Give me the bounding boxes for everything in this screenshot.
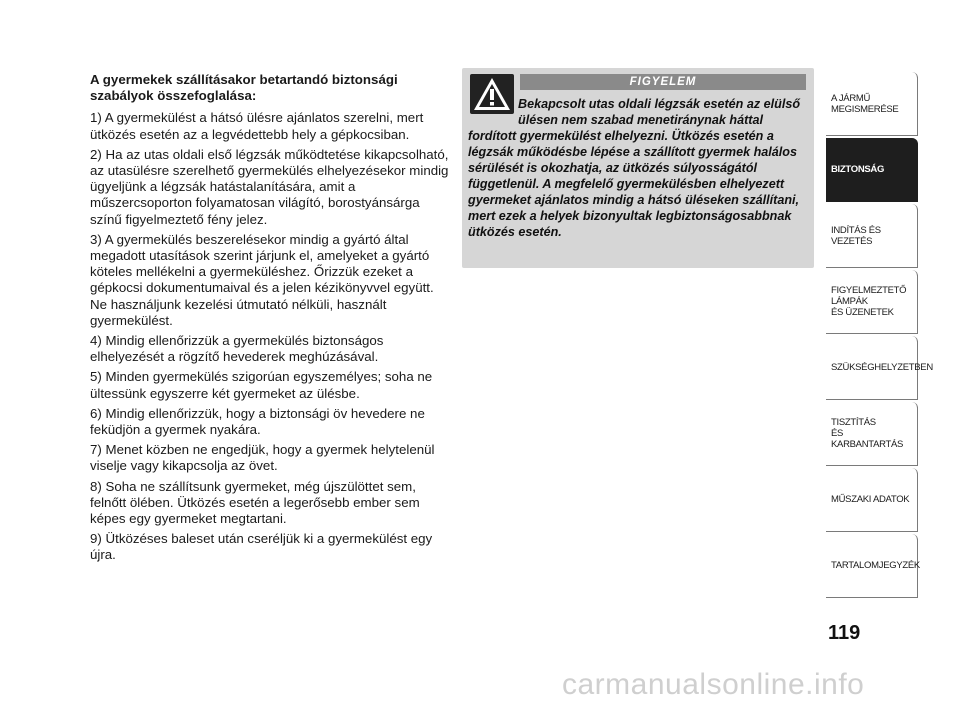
warning-box [462, 68, 814, 268]
rule-paragraph-3: 3) A gyermekülés beszerelésekor mindig a gyártó által megadott utasítások szerint járjunk el, amelyeket a gyártó köteles mellékelni a gyermeküléshez. Őrizzük ezeket a gépkocsi dokumentumaival és a jelen kézikönyvvel együtt. Ne használjunk kezelési útmutató nélküli, használt gyermekülést. [90, 231, 434, 328]
tab-label: SZÜKSÉGHELYZETBEN [831, 362, 933, 373]
page-number: 119 [828, 622, 861, 644]
tab-safety[interactable] [826, 138, 918, 202]
rule-paragraph-1: 1) A gyermekülést a hátsó ülésre ajánlatos szerelni, mert ütközés esetén az a legvédettebb hely a gépkocsiban. [90, 110, 424, 142]
tab-label: BIZTONSÁG [831, 164, 885, 175]
rule-paragraph-6: 6) Mindig ellenőrizzük, hogy a biztonsági öv hevedere ne feküdjön a gyermek nyakára. [90, 405, 425, 438]
tab-warning-lights[interactable] [826, 270, 918, 334]
rule-paragraph-4: 4) Mindig ellenőrizzük a gyermekülés biztonságos elhelyezését a rögzítő hevederek meghúzásával. [90, 333, 384, 365]
rule-paragraph-2: 2) Ha az utas oldali első légzsák működtetése kikapcsolható, az utasülésre szerelhető gyermekülés elhelyezésekor mindig ügyeljünk a légzsák hatástalanítására, amit a műszercsoporton folyamatosan világító, borostyánsárga színű figyelmeztető fény jelez. [90, 146, 449, 227]
tab-vehicle-overview[interactable] [826, 72, 918, 136]
warning-title: FIGYELEM [520, 74, 806, 90]
tab-label: MŰSZAKI ADATOK [831, 494, 910, 505]
tab-label: TISZTÍTÁS ÉS KARBANTARTÁS [831, 417, 904, 450]
section-heading: A gyermekek szállításakor betartandó biztonsági szabályok összefoglalása: [90, 72, 398, 104]
chapter-sidebar [826, 72, 933, 600]
tab-label: TARTALOMJEGYZÉK [831, 560, 920, 571]
rule-paragraph-8: 8) Soha ne szállítsunk gyermeket, még újszülöttet sem, felnőtt ölében. Ütközés esetén a legerősebb ember sem képes egy gyermeket megtartani. [90, 478, 420, 527]
instructions-column [90, 72, 450, 568]
tab-label: INDÍTÁS ÉS VEZETÉS [831, 224, 881, 247]
tab-label: A JÁRMŰ MEGISMERÉSE [831, 92, 899, 115]
rule-paragraph-7: 7) Menet közben ne engedjük, hogy a gyermek helytelenül viselje vagy kikapcsolja az övet. [90, 442, 435, 474]
tab-starting-driving[interactable] [826, 204, 918, 268]
watermark: carmanualsonline.info [562, 668, 865, 701]
tab-emergency[interactable] [826, 336, 933, 400]
tab-technical-data[interactable] [826, 468, 918, 532]
tab-index[interactable] [826, 534, 918, 598]
rule-paragraph-9: 9) Ütközéses baleset után cseréljük ki a gyermekülést egy újra. [90, 531, 433, 563]
warning-text [468, 96, 806, 240]
tab-label: FIGYELMEZTETŐ LÁMPÁK ÉS ÜZENETEK [831, 285, 907, 318]
rule-paragraph-5: 5) Minden gyermekülés szigorúan egyszemélyes; soha ne ültessünk egyszerre két gyermeket az ülésbe. [90, 369, 433, 401]
tab-maintenance[interactable] [826, 402, 918, 466]
warning-message: Bekapcsolt utas oldali légzsák esetén az elülső ülésen nem szabad menetiránynak háttal fordított gyermekülést elhelyezni. Ütközés esetén a légzsák működésbe lépése a szállított gyermek halálos sérülését is okozhatja, az ütközés súlyosságától függetlenül. A megfelelő gyermekülésben elhelyezett gyermeket ajánlatos mindig a hátsó üléseken szállítani, mert ezek a helyek bizonyultak legbiztonságosabbnak ütközés esetén. [468, 97, 801, 239]
